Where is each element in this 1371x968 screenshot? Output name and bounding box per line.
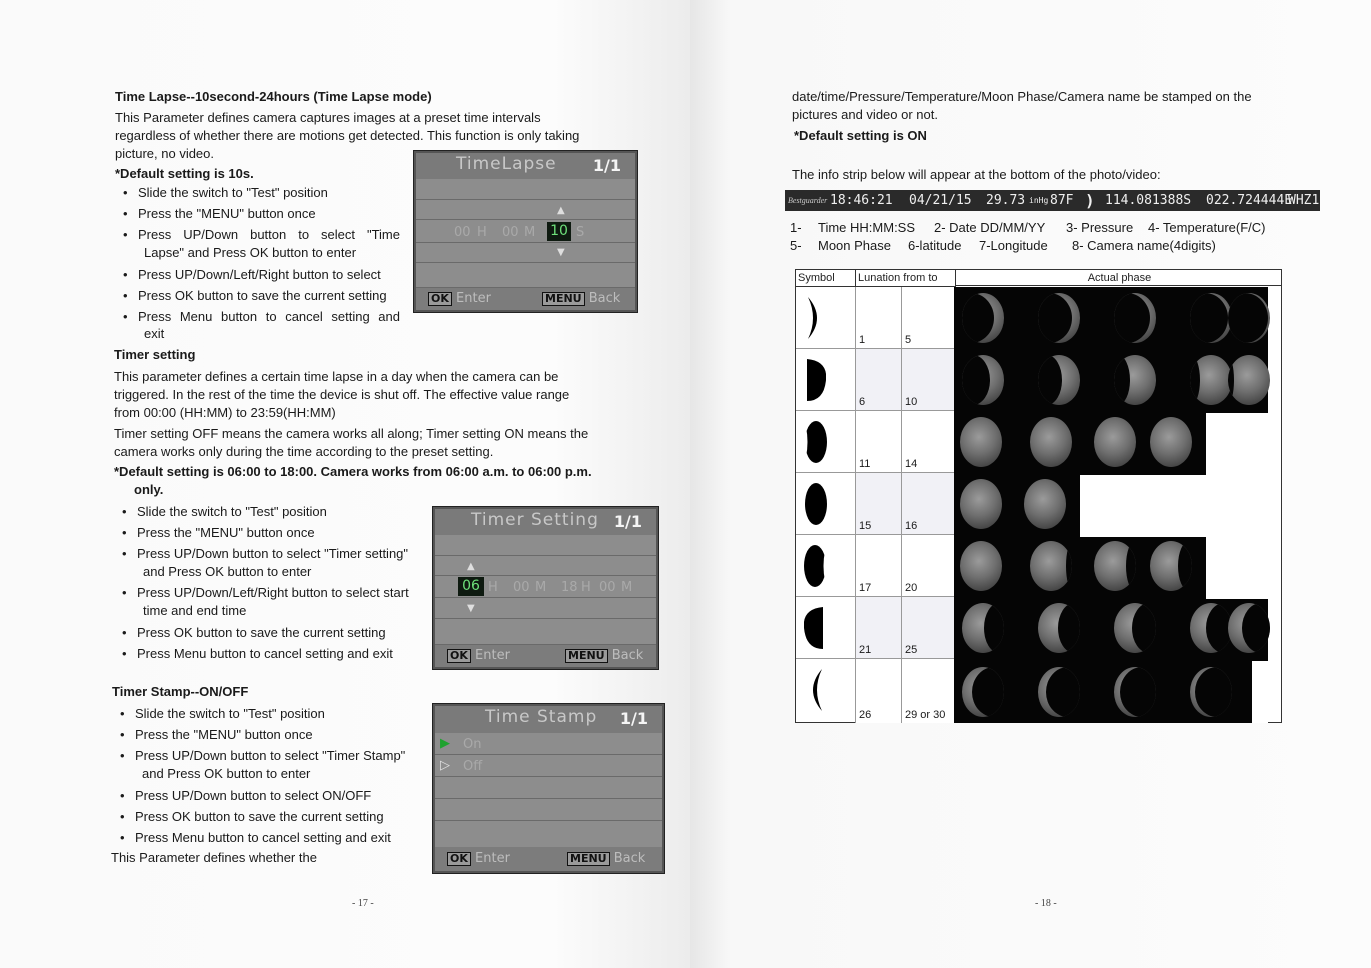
header-actual-phase: Actual phase (956, 270, 1281, 286)
ok-key[interactable]: OK (447, 649, 471, 663)
strip-name: WHZ1 (1288, 193, 1320, 208)
legend-1-num: 1- (790, 220, 802, 235)
timelapse-default: *Default setting is 10s. (115, 166, 254, 181)
end-hour-value: 18 (561, 580, 578, 595)
timer-step: • Press UP/Down button to select "Timer setting" (137, 545, 408, 563)
end-minute-unit: M (621, 580, 633, 595)
option-arrow-icon: ▷ (440, 758, 450, 773)
stamp-step: • Slide the switch to "Test" position (135, 705, 325, 723)
last-quarter-icon (804, 605, 826, 651)
hour-unit: H (477, 225, 487, 240)
screen-title-bar (416, 153, 635, 179)
timer-step: • Press the "MENU" button once (137, 524, 315, 542)
timer-heading: Timer setting (114, 347, 196, 362)
time-stamp-screen (432, 703, 665, 874)
info-strip (785, 190, 1320, 211)
timer-step: • Press OK button to save the current setting (137, 624, 386, 642)
strip-lat: 114.081388S (1105, 193, 1192, 208)
timelapse-desc-1: This Parameter defines camera captures images at a preset time intervals (115, 110, 541, 125)
screen-footer (435, 645, 656, 667)
lunation-from: 1 (856, 287, 902, 349)
header-symbol: Symbol (796, 270, 856, 286)
timelapse-screen (413, 150, 638, 313)
timelapse-step: • Slide the switch to "Test" position (138, 184, 328, 202)
timelapse-step-cont: exit (144, 326, 165, 341)
option-on[interactable]: On (463, 737, 482, 752)
waning-crescent-icon (804, 667, 826, 713)
timer-step: • Slide the switch to "Test" position (137, 503, 327, 521)
page-number: - 18 - (1035, 898, 1057, 909)
ok-label: Enter (475, 851, 510, 866)
ok-label: Enter (456, 291, 491, 306)
full-moon-icon (802, 481, 828, 527)
timelapse-step: • Press OK button to save the current setting (138, 287, 387, 305)
timer-default-1: *Default setting is 06:00 to 18:00. Camera works from 06:00 a.m. to 06:00 p.m. (114, 464, 592, 479)
screen-page: 1/1 (613, 512, 642, 531)
symbol-cell (796, 411, 856, 473)
screen-title-bar (435, 509, 656, 535)
moon-phase-table (795, 269, 1282, 723)
page-number: - 17 - (352, 898, 374, 909)
timelapse-step-cont: Lapse" and Press OK button to enter (144, 245, 357, 260)
lunation-from: 6 (856, 349, 902, 411)
timer-step-cont: and Press OK button to enter (143, 564, 312, 579)
menu-key[interactable]: MENU (565, 649, 608, 663)
legend-2-num: 5- (790, 238, 802, 253)
start-hour-value[interactable]: 06 (458, 577, 484, 596)
header-lunation: Lunation from to (856, 270, 956, 286)
start-minute-unit: M (535, 580, 547, 595)
strip-pressure: 29.73 (986, 193, 1026, 208)
strip-temp: 87F (1050, 193, 1074, 208)
stamp-step: • Press Menu button to cancel setting and exit (135, 829, 391, 847)
timelapse-desc-2: regardless of whether there are motions get detected. This function is only taking (115, 128, 580, 143)
timer-setting-screen (432, 506, 659, 670)
timer-step: • Press UP/Down/Left/Right button to select start (137, 584, 409, 602)
lunation-from: 26 (856, 659, 902, 723)
ok-key[interactable]: OK (447, 852, 471, 866)
stamp-tail: This Parameter defines whether the (111, 850, 317, 865)
screen-title-bar (435, 706, 662, 733)
screen-title: TimeLapse (456, 154, 557, 174)
up-arrow-icon: ▲ (467, 561, 475, 572)
stamp-step: • Press OK button to save the current setting (135, 808, 384, 826)
lunation-from: 21 (856, 597, 902, 659)
legend-1-c: 3- Pressure (1066, 220, 1134, 235)
lunation-to: 16 (902, 473, 956, 535)
symbol-cell (796, 473, 856, 535)
start-hour-unit: H (488, 580, 498, 595)
legend-2-b: 6-latitude (908, 238, 962, 253)
symbol-cell (796, 535, 856, 597)
lunation-from: 11 (856, 411, 902, 473)
lunation-from: 17 (856, 535, 902, 597)
option-off[interactable]: Off (463, 759, 483, 774)
strip-date: 04/21/15 (909, 193, 972, 208)
timelapse-heading: Time Lapse--10second-24hours (Time Lapse mode) (115, 89, 432, 104)
stamp-step: • Press UP/Down button to select ON/OFF (135, 787, 371, 805)
start-minute-value: 00 (513, 580, 530, 595)
down-arrow-icon: ▼ (557, 247, 565, 258)
screen-page: 1/1 (592, 156, 621, 175)
waning-gibbous-icon (802, 543, 828, 589)
timer-default-2: only. (134, 482, 164, 497)
moon-photos (954, 287, 1268, 723)
screen-title: Timer Setting (471, 510, 599, 530)
timelapse-step: • Press UP/Down button to select "Time (138, 226, 400, 244)
timelapse-step: • Press UP/Down/Left/Right button to select (138, 266, 381, 284)
timelapse-step: • Press the "MENU" button once (138, 205, 316, 223)
timer-desc2-2: camera works only during the time according to the preset setting. (114, 444, 494, 459)
stamp-heading: Timer Stamp--ON/OFF (112, 684, 249, 699)
timer-step: • Press Menu button to cancel setting and exit (137, 645, 393, 663)
screen-footer (435, 847, 662, 871)
ok-key[interactable]: OK (428, 292, 452, 306)
menu-label: Back (611, 648, 644, 663)
seconds-value[interactable]: 10 (547, 222, 571, 241)
stamp-intro-1: date/time/Pressure/Temperature/Moon Phase/Camera name be stamped on the (792, 89, 1252, 104)
hour-value: 00 (454, 225, 471, 240)
menu-key[interactable]: MENU (567, 852, 610, 866)
down-arrow-icon: ▼ (467, 603, 475, 614)
menu-label: Back (613, 851, 646, 866)
stamp-default: *Default setting is ON (794, 128, 927, 143)
stamp-step: • Press UP/Down button to select "Timer Stamp" (135, 747, 405, 765)
seconds-unit: S (576, 225, 585, 240)
end-minute-value: 00 (599, 580, 616, 595)
stamp-step-cont: and Press OK button to enter (142, 766, 311, 781)
lunation-to: 14 (902, 411, 956, 473)
screen-footer (416, 288, 635, 310)
strip-brand: Bestguarder (788, 196, 828, 205)
screen-title: Time Stamp (485, 707, 598, 727)
lunation-to: 29 or 30 (902, 659, 956, 723)
legend-2-a: Moon Phase (818, 238, 891, 253)
stamp-step: • Press the "MENU" button once (135, 726, 313, 744)
timer-step-cont: time and end time (143, 603, 247, 618)
screen-page: 1/1 (619, 709, 648, 728)
waxing-gibbous-icon (802, 419, 828, 465)
right-page (690, 0, 1371, 968)
timelapse-step: • Press Menu button to cancel setting and (138, 308, 400, 326)
legend-2-d: 8- Camera name(4digits) (1072, 238, 1216, 253)
minute-value: 00 (502, 225, 519, 240)
timer-desc2-1: Timer setting OFF means the camera works all along; Timer setting ON means the (114, 426, 589, 441)
legend-1-a: Time HH:MM:SS (818, 220, 916, 235)
strip-time: 18:46:21 (830, 193, 893, 208)
ok-label: Enter (475, 648, 510, 663)
strip-lon: 022.724444E (1206, 193, 1293, 208)
legend-1-d: 4- Temperature(F/C) (1148, 220, 1266, 235)
symbol-cell (796, 659, 856, 723)
legend-2-c: 7-Longitude (979, 238, 1048, 253)
symbol-cell (796, 349, 856, 411)
lunation-to: 5 (902, 287, 956, 349)
legend-1-b: 2- Date DD/MM/YY (934, 220, 1046, 235)
strip-pressure-unit: inHg (1029, 196, 1049, 205)
lunation-to: 25 (902, 597, 956, 659)
symbol-cell (796, 597, 856, 659)
lunation-to: 20 (902, 535, 956, 597)
menu-label: Back (588, 291, 621, 306)
strip-moon: ) (1085, 191, 1095, 210)
up-arrow-icon: ▲ (557, 205, 565, 216)
waxing-crescent-icon (804, 295, 826, 341)
stamp-intro-2: pictures and video or not. (792, 107, 938, 122)
timer-desc1-1: This parameter defines a certain time lapse in a day when the camera can be (114, 369, 559, 384)
selected-arrow-icon: ▶ (440, 736, 450, 751)
minute-unit: M (524, 225, 536, 240)
first-quarter-icon (804, 357, 826, 403)
timer-desc1-2: triggered. In the rest of the time the device is shut off. The effective value range (114, 387, 570, 402)
lunation-from: 15 (856, 473, 902, 535)
menu-key[interactable]: MENU (542, 292, 585, 306)
timelapse-desc-3: picture, no video. (115, 146, 215, 161)
timer-desc1-3: from 00:00 (HH:MM) to 23:59(HH:MM) (114, 405, 336, 420)
symbol-cell (796, 287, 856, 349)
end-hour-unit: H (581, 580, 591, 595)
lunation-to: 10 (902, 349, 956, 411)
strip-intro: The info strip below will appear at the bottom of the photo/video: (792, 167, 1161, 182)
